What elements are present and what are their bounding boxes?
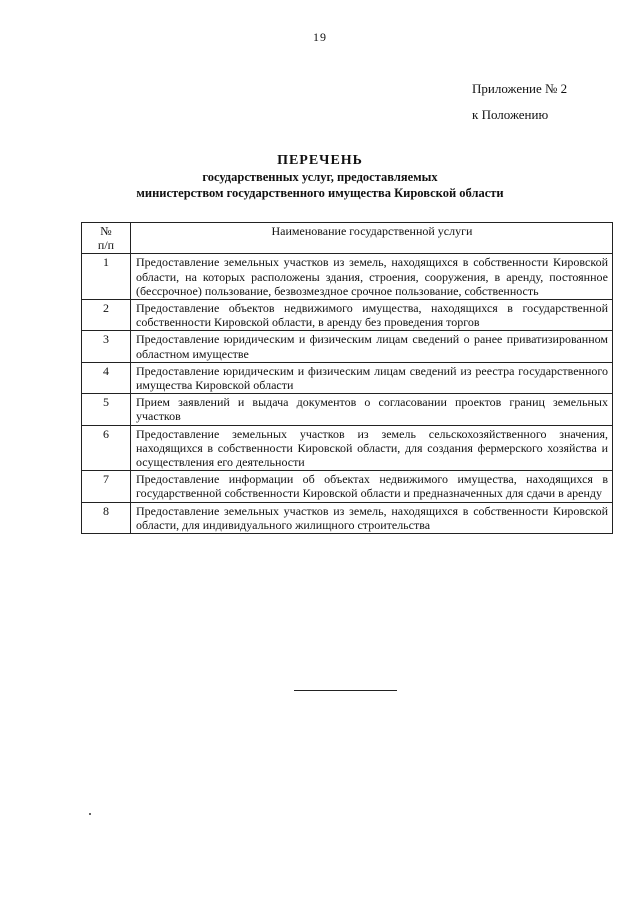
service-name: Предоставление земельных участков из земель сельскохозяйственного значения, находящихся в собственности Кировской области, для создания фермерского хозяйства и осуществления его деятельности: [131, 425, 613, 471]
row-number: 6: [82, 425, 131, 471]
header-number-symbol: №: [100, 224, 112, 238]
row-number: 5: [82, 394, 131, 425]
service-name: Предоставление земельных участков из земель, находящихся в собственности Кировской области, на которых расположены здания, строения, сооружения, в аренду, постоянное (бессрочное) пользование, безвозмездное срочное пользование, собственность: [131, 254, 613, 300]
row-number: 2: [82, 300, 131, 331]
row-number: 7: [82, 471, 131, 502]
page-number: 19: [313, 30, 327, 44]
services-table: [81, 222, 613, 534]
table-row: [82, 471, 613, 502]
table-row: [82, 394, 613, 425]
service-name: Предоставление юридическим и физическим лицам сведений из реестра государственного имущества Кировской области: [131, 362, 613, 393]
row-number: 1: [82, 254, 131, 300]
title-line-3: министерством государственного имущества Кировской области: [136, 186, 504, 200]
table-row: [82, 254, 613, 300]
appendix-label: Приложение № 2: [472, 81, 568, 96]
header-service-name: Наименование государственной услуги: [131, 223, 613, 254]
table-row: [82, 300, 613, 331]
service-name: Предоставление земельных участков из земель, находящихся в собственности Кировской области, для индивидуального жилищного строительства: [131, 502, 613, 533]
service-name: Предоставление объектов недвижимого имущества, находящихся в государственной собственности Кировской области, в аренду без проведения торгов: [131, 300, 613, 331]
header-number-abbr: п/п: [97, 238, 115, 253]
title-line-2: государственных услуг, предоставляемых: [202, 170, 438, 184]
header-number: [82, 223, 131, 254]
document-title: [0, 152, 640, 201]
row-number: 4: [82, 362, 131, 393]
table-row: [82, 502, 613, 533]
row-number: 3: [82, 331, 131, 362]
table-row: [82, 425, 613, 471]
scan-mark: [89, 813, 91, 815]
service-name: Предоставление юридическим и физическим лицам сведений о ранее приватизированном областном имуществе: [131, 331, 613, 362]
table-row: [82, 362, 613, 393]
title-main: ПЕРЕЧЕНЬ: [277, 153, 363, 168]
appendix-reference: к Положению: [472, 107, 549, 122]
table-header-row: [82, 223, 613, 254]
service-name: Прием заявлений и выдача документов о согласовании проектов границ земельных участков: [131, 394, 613, 425]
service-name: Предоставление информации об объектах недвижимого имущества, находящихся в государственной собственности Кировской области и предназначенных для сдачи в аренду: [131, 471, 613, 502]
table-row: [82, 331, 613, 362]
row-number: 8: [82, 502, 131, 533]
closing-rule: [294, 690, 397, 691]
